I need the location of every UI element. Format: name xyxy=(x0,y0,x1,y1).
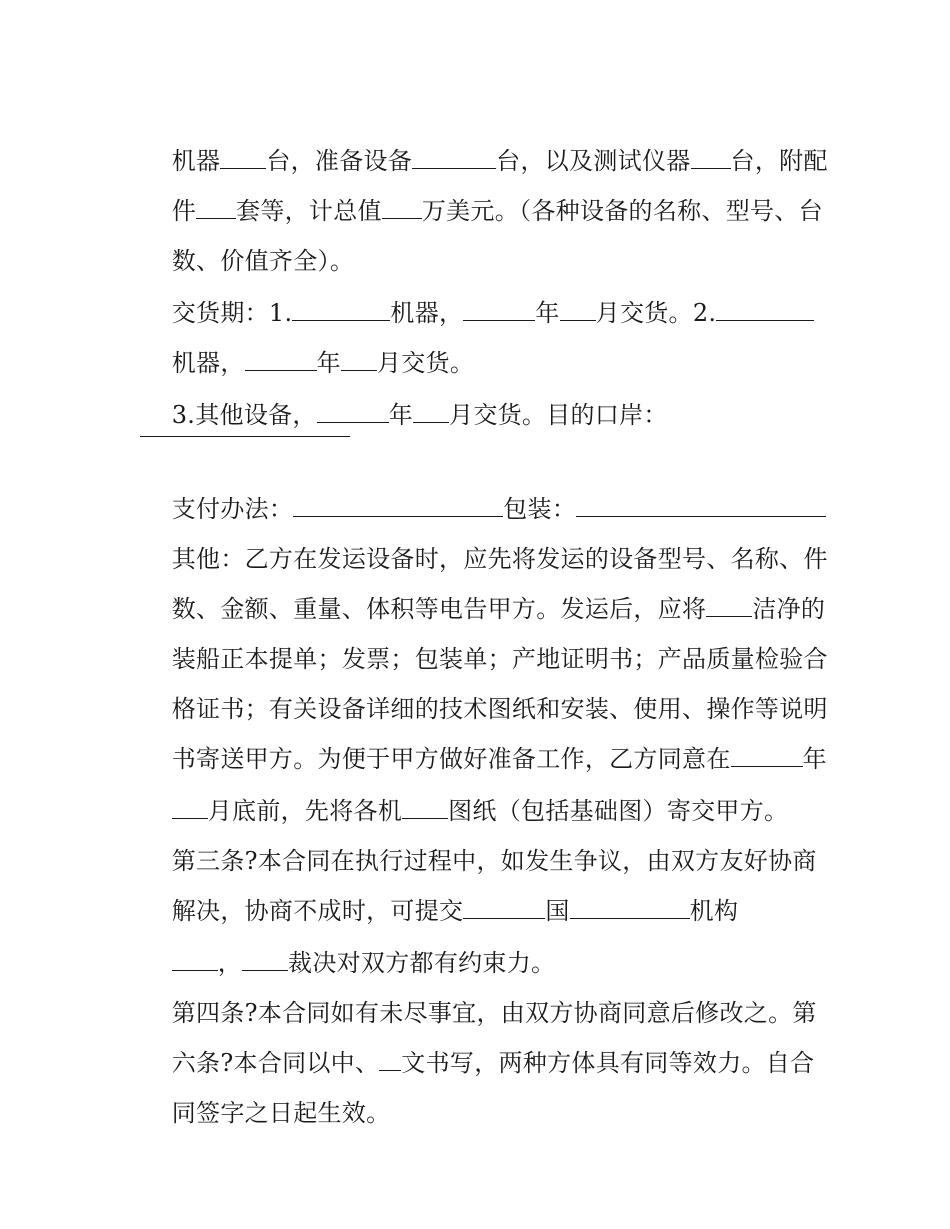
blank-line-destination xyxy=(140,436,350,437)
text-segment: 月交货。2. xyxy=(595,299,717,327)
text-segment: 台，附配 xyxy=(730,147,828,175)
blank-field xyxy=(463,896,545,919)
text-segment: 同签字之日起生效。 xyxy=(171,1099,391,1127)
blank-field xyxy=(716,298,814,321)
text-segment: 3.其他设备， xyxy=(171,401,317,429)
text-segment: 万美元。（各种设备的名称、型号、台 xyxy=(421,197,823,225)
text-segment: 第四条?本合同如有未尽事宜，由双方协商同意后修改之。第 xyxy=(171,999,817,1027)
text-segment: 解决，协商不成时，可提交 xyxy=(171,897,464,925)
text-segment: 书寄送甲方。为便于甲方做好准备工作，乙方同意在 xyxy=(171,745,731,773)
text-segment: 其他：乙方在发运设备时，应先将发运的设备型号、名称、件 xyxy=(171,545,828,573)
text-segment: 格证书；有关设备详细的技术图纸和安装、使用、操作等说明 xyxy=(171,695,828,723)
blank-field xyxy=(560,298,596,321)
blank-field xyxy=(413,400,449,423)
text-segment: 洁净的 xyxy=(752,595,826,623)
text-segment: 年 xyxy=(802,745,827,773)
text-segment: 机器， xyxy=(171,349,245,377)
text-segment: 交货期：1. xyxy=(171,299,293,327)
text-segment: 第三条?本合同在执行过程中，如发生争议，由双方友好协商 xyxy=(171,847,817,875)
text-line-6 xyxy=(140,370,668,460)
text-segment: 年 xyxy=(388,401,414,429)
text-segment: 年 xyxy=(316,349,341,377)
text-segment: 文书写，两种方体具有同等效力。自合 xyxy=(401,1049,815,1077)
text-segment: 月底前，先将各机 xyxy=(207,797,403,825)
text-segment: 月交货。目的口岸： xyxy=(449,401,668,429)
text-segment: 机器 xyxy=(171,147,221,175)
blank-field xyxy=(245,348,317,371)
blank-field xyxy=(570,896,690,919)
text-segment: 台，以及测试仪器 xyxy=(496,147,691,175)
text-segment: 机器， xyxy=(390,299,464,327)
text-segment: 支付办法： xyxy=(171,495,294,523)
text-segment: 年 xyxy=(535,299,560,327)
text-segment: 数、金额、重量、体积等电告甲方。发运后，应将 xyxy=(171,595,707,623)
blank-field xyxy=(382,196,422,219)
blank-field xyxy=(341,348,377,371)
text-segment: 机构 xyxy=(689,897,739,925)
text-segment: 台，准备设备 xyxy=(266,147,413,175)
text-segment: 六条?本合同以中、 xyxy=(171,1049,380,1077)
text-segment: 包装： xyxy=(503,495,577,523)
blank-field xyxy=(731,744,803,767)
text-segment: 套等，计总值 xyxy=(236,197,382,225)
text-segment: 数、价值齐全）。 xyxy=(171,247,355,275)
text-segment: ， xyxy=(217,949,243,977)
blank-field xyxy=(317,400,389,423)
text-segment: 国 xyxy=(545,897,570,925)
text-segment: 裁决对双方都有约束力。 xyxy=(288,949,556,977)
text-segment: 装船正本提单；发票；包装单；产地证明书；产品质量检验合 xyxy=(171,645,828,673)
text-line-20 xyxy=(140,1068,390,1158)
text-segment: 月交货。 xyxy=(376,349,475,377)
text-segment: 件 xyxy=(171,197,197,225)
text-segment: 图纸（包括基础图）寄交甲方。 xyxy=(448,797,789,825)
